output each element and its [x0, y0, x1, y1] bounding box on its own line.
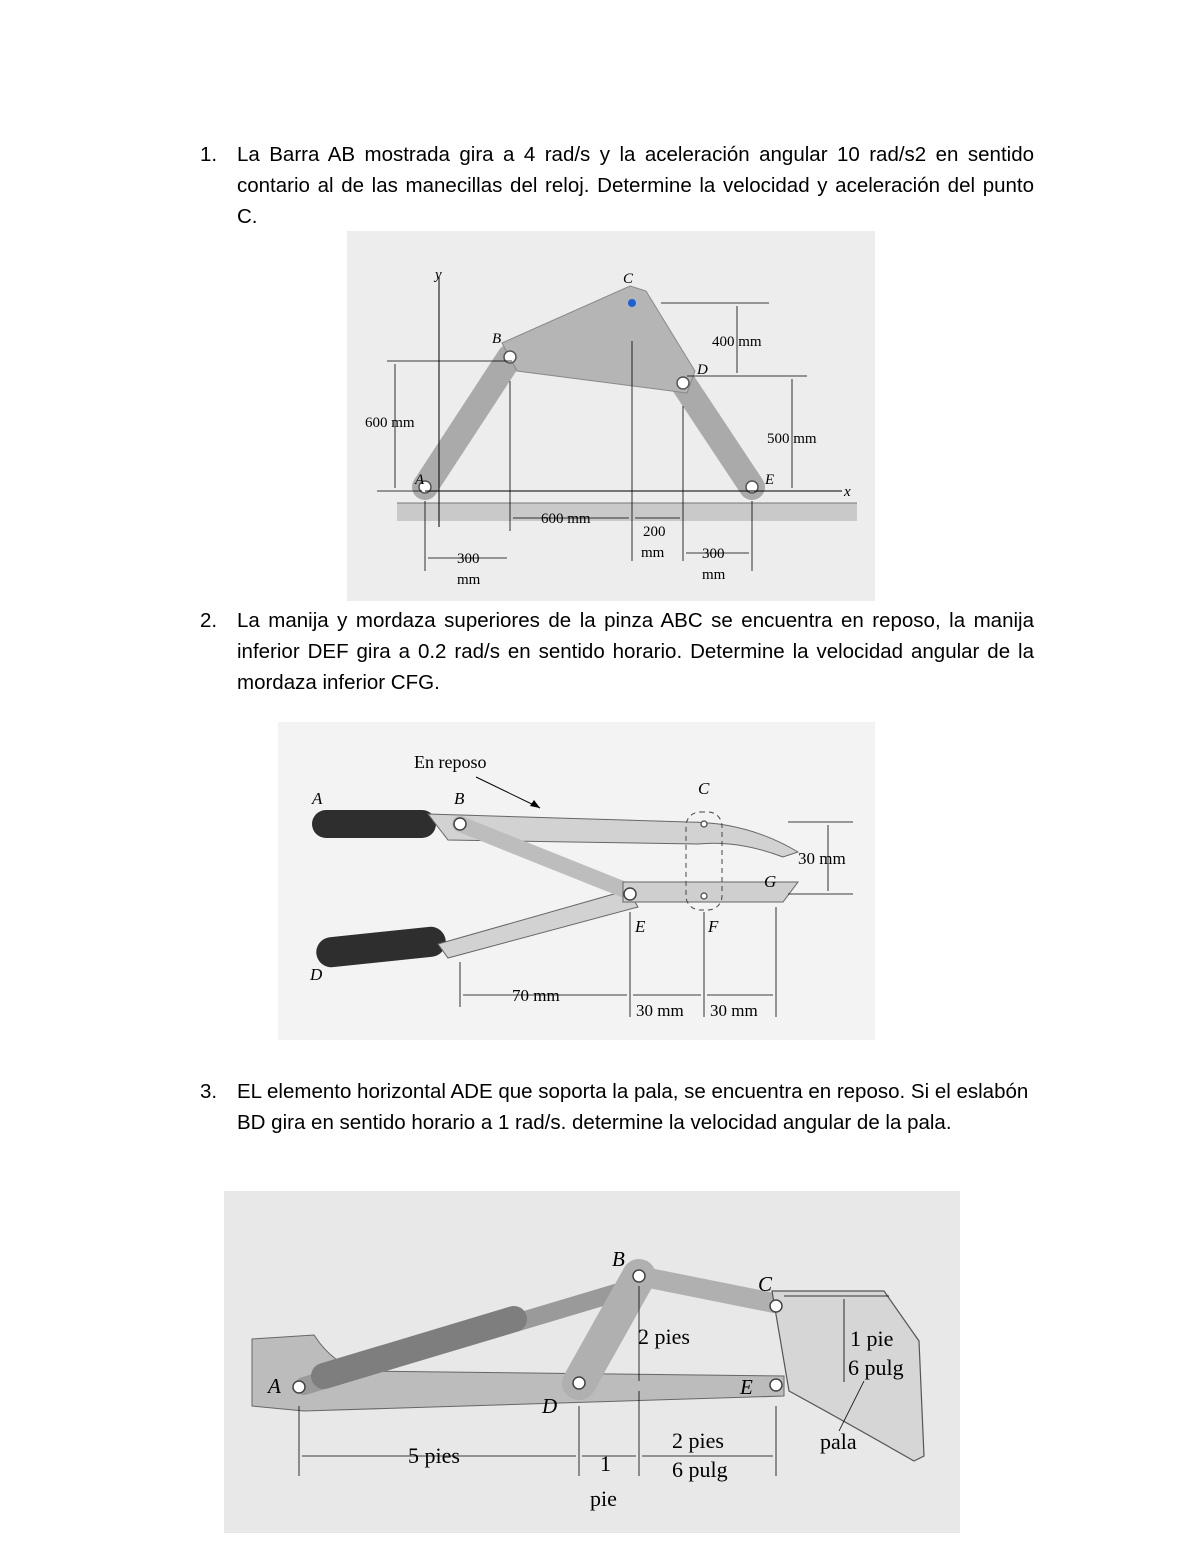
label-c: C: [698, 779, 710, 798]
problem-2: [200, 605, 1034, 698]
dim-1pie-vertical: 1 pie: [850, 1326, 894, 1351]
label-pala: pala: [820, 1429, 857, 1454]
figure-2-pliers: [278, 722, 875, 1040]
pin-e: [770, 1379, 782, 1391]
dim-70mm: 70 mm: [512, 986, 560, 1005]
pin-f: [701, 893, 707, 899]
problem-number: 3.: [200, 1080, 218, 1103]
problem-3: [200, 1076, 1034, 1138]
problem-number: 2.: [200, 609, 218, 632]
problem-text: La manija y mordaza superiores de la pinza ABC se encuentra en reposo, la manija inferior DEF gira a 0.2 rad/s en sentido horario. Determine la velocidad angular de la mordaza inferior CFG.: [237, 609, 1034, 694]
problem-number: 1.: [200, 143, 218, 166]
pin-b: [454, 818, 466, 830]
dim-2pies-vertical: 2 pies: [638, 1324, 690, 1349]
dim-500mm: 500 mm: [767, 431, 817, 447]
label-e: E: [740, 1375, 753, 1399]
dim-200-unit: mm: [641, 545, 665, 561]
pin-e: [624, 888, 636, 900]
pin-c: [770, 1300, 782, 1312]
problem-1: [200, 139, 1034, 232]
problem-text: EL elemento horizontal ADE que soporta la pala, se encuentra en reposo. Si el eslabón BD gira en sentido horario a 1 rad/s. determine la velocidad angular de la pala.: [237, 1080, 1029, 1134]
dim-30mm-b: 30 mm: [710, 1001, 758, 1020]
dim-300-right-unit: mm: [702, 567, 726, 583]
figure-1-linkage: [347, 231, 875, 601]
dim-400mm: 400 mm: [712, 334, 762, 350]
label-d: D: [542, 1394, 558, 1418]
label-g: G: [764, 872, 777, 891]
label-b: B: [454, 789, 465, 808]
label-c: C: [758, 1272, 773, 1296]
label-b: B: [612, 1247, 625, 1271]
dim-300-left: 300: [457, 551, 480, 567]
pin-d: [677, 377, 689, 389]
point-c-marker: [628, 299, 636, 307]
dim-600mm-horizontal: 600 mm: [541, 511, 591, 527]
label-f: F: [708, 917, 719, 936]
annotation-en-reposo: En reposo: [414, 752, 487, 772]
label-e: E: [765, 472, 775, 488]
axis-y-label: y: [435, 267, 442, 283]
label-c: C: [623, 271, 634, 287]
dim-5pies: 5 pies: [408, 1443, 460, 1468]
dim-300-left-unit: mm: [457, 572, 481, 588]
pin-d: [573, 1377, 585, 1389]
label-b: B: [492, 331, 502, 347]
figure-3-shovel: [224, 1191, 960, 1533]
dim-1: 1: [600, 1451, 611, 1476]
dim-2pies-horizontal: 2 pies: [672, 1428, 724, 1453]
pin-c: [701, 821, 707, 827]
dim-30mm-height: 30 mm: [798, 849, 846, 868]
dim-200: 200: [643, 524, 666, 540]
label-a: A: [268, 1374, 281, 1398]
dim-6pulg-vertical: 6 pulg: [848, 1355, 904, 1380]
label-d: D: [697, 362, 708, 378]
dim-6pulg-horizontal: 6 pulg: [672, 1457, 728, 1482]
pin-a: [293, 1381, 305, 1393]
label-a: A: [415, 472, 425, 488]
label-e: E: [635, 917, 646, 936]
dim-600mm-vertical: 600 mm: [365, 415, 415, 431]
label-d: D: [310, 965, 323, 984]
problem-text: La Barra AB mostrada gira a 4 rad/s y la aceleración angular 10 rad/s2 en sentido contario al de las manecillas del reloj. Determine la velocidad y aceleración del punto C.: [237, 143, 1034, 228]
axis-x-label: x: [844, 484, 851, 500]
pin-b: [633, 1270, 645, 1282]
label-a: A: [312, 789, 323, 808]
dim-300-right: 300: [702, 546, 725, 562]
upper-handle-grip: [312, 810, 436, 838]
dim-30mm-a: 30 mm: [636, 1001, 684, 1020]
dim-pie: pie: [590, 1486, 617, 1511]
